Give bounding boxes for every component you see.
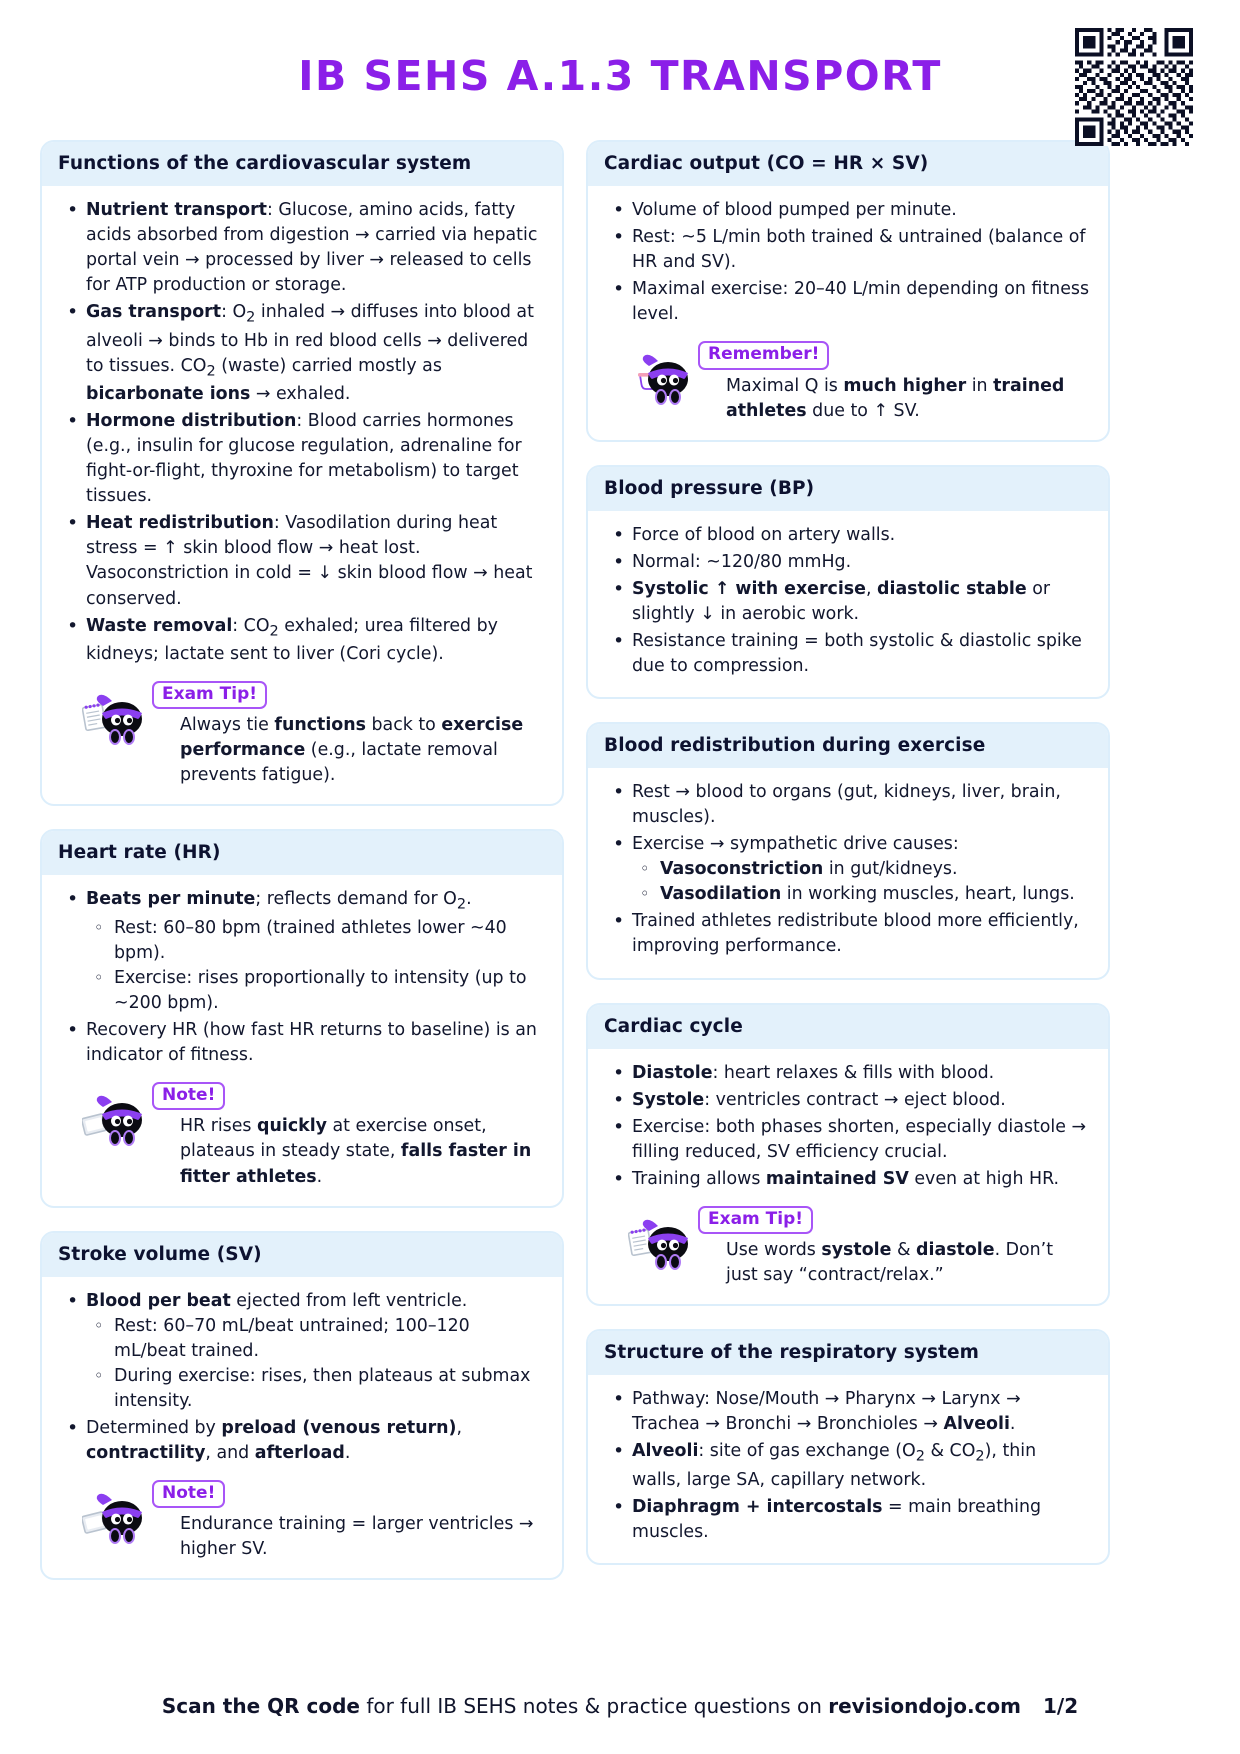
ninja-laptop-icon bbox=[82, 1488, 148, 1548]
bullet-list bbox=[606, 1061, 1090, 1192]
bullet-item: • Waste removal: $CO_2$ exhaled; urea filtered by kidneys; lactate sent to liver (Cori cycle). bbox=[86, 614, 544, 667]
card-functions-cardiovascular bbox=[40, 140, 564, 806]
bullet-list bbox=[606, 198, 1090, 327]
card-title: Functions of the cardiovascular system bbox=[42, 142, 562, 186]
footer bbox=[0, 1694, 1240, 1718]
sub-bullet-list bbox=[86, 1314, 544, 1414]
card-body bbox=[42, 186, 562, 804]
sub-bullet-item: ◦ Rest: 60–80 bpm (trained athletes lower ~40 bpm). bbox=[114, 916, 544, 966]
tip-box bbox=[82, 1480, 544, 1562]
page-number: 1/2 bbox=[1043, 1694, 1079, 1718]
card-body bbox=[42, 1277, 562, 1579]
right-column bbox=[586, 140, 1110, 1565]
bullet-item: • Rest: ~5 L/min both trained & untrained (balance of HR and SV). bbox=[632, 225, 1090, 275]
tip-text: Endurance training = larger ventricles → higher SV. bbox=[180, 1514, 534, 1560]
bullet-item: • Force of blood on artery walls. bbox=[632, 523, 1090, 548]
bullet-item: • Heat redistribution: Vasodilation during heat stress = ↑ skin blood flow → heat lost. Vasoconstriction in cold = ↓ skin blood flow → heat conserved. bbox=[86, 511, 544, 611]
card-stroke-volume bbox=[40, 1231, 564, 1581]
page-header bbox=[0, 0, 1240, 140]
tip-content bbox=[148, 681, 544, 788]
content-columns bbox=[0, 140, 1240, 1580]
tip-label: Note! bbox=[152, 1480, 225, 1508]
bullet-item: • Resistance training = both systolic & diastolic spike due to compression. bbox=[632, 629, 1090, 679]
bullet-list bbox=[606, 523, 1090, 679]
tip-box bbox=[82, 681, 544, 788]
sub-bullet-item: ◦ Vasodilation in working muscles, heart, lungs. bbox=[660, 882, 1090, 907]
tip-box bbox=[82, 1082, 544, 1189]
footer-bold-lead: Scan the QR code bbox=[161, 1694, 360, 1718]
bullet-item: • Blood per beat ejected from left ventricle. ◦ Rest: 60–70 mL/beat untrained; 100–120 mL/beat trained. ◦ During exercise: rises, then plateaus at submax intensity. bbox=[86, 1289, 544, 1414]
card-blood-pressure bbox=[586, 465, 1110, 699]
bullet-item: • Gas transport: $O_2$ inhaled → diffuses into blood at alveoli → binds to Hb in red blood cells → delivered to tissues. $CO_2$ (waste) carried mostly as bicarbonate ions → exhaled. bbox=[86, 300, 544, 407]
sub-bullet-item: ◦ Rest: 60–70 mL/beat untrained; 100–120 mL/beat trained. bbox=[114, 1314, 544, 1364]
card-body bbox=[588, 186, 1108, 440]
bullet-item: • Recovery HR (how fast HR returns to baseline) is an indicator of fitness. bbox=[86, 1018, 544, 1068]
ninja-notepad-icon bbox=[82, 689, 148, 749]
card-body bbox=[588, 1049, 1108, 1305]
card-cardiac-cycle bbox=[586, 1003, 1110, 1307]
bullet-item: • Diastole: heart relaxes & fills with blood. bbox=[632, 1061, 1090, 1086]
bullet-list bbox=[60, 198, 544, 667]
tip-text: Maximal Q is much higher in trained athletes due to ↑ SV. bbox=[726, 375, 1065, 421]
card-title: Heart rate (HR) bbox=[42, 831, 562, 875]
card-respiratory-structure bbox=[586, 1329, 1110, 1565]
card-title: Cardiac output (CO = HR × SV) bbox=[588, 142, 1108, 186]
ninja-laptop-icon bbox=[82, 1090, 148, 1150]
tip-label: Note! bbox=[152, 1082, 225, 1110]
bullet-item: • Diaphragm + intercostals = main breathing muscles. bbox=[632, 1495, 1090, 1545]
tip-label: Exam Tip! bbox=[698, 1206, 813, 1234]
card-body bbox=[588, 768, 1108, 977]
bullet-item: • Hormone distribution: Blood carries hormones (e.g., insulin for glucose regulation, adrenaline for fight-or-flight, thyroxine for metabolism) to target tissues. bbox=[86, 409, 544, 509]
card-body bbox=[588, 511, 1108, 697]
bullet-item: • Trained athletes redistribute blood more efficiently, improving performance. bbox=[632, 909, 1090, 959]
footer-rest: for full IB SEHS notes & practice questions on bbox=[359, 1694, 829, 1718]
card-heart-rate bbox=[40, 829, 564, 1207]
card-body bbox=[588, 1375, 1108, 1563]
card-cardiac-output bbox=[586, 140, 1110, 442]
bullet-item: • Normal: ~120/80 mmHg. bbox=[632, 550, 1090, 575]
sub-bullet-list bbox=[86, 916, 544, 1016]
ninja-coffee-icon bbox=[628, 349, 694, 409]
tip-content bbox=[694, 341, 1090, 423]
card-title: Structure of the respiratory system bbox=[588, 1331, 1108, 1375]
tip-box bbox=[628, 1206, 1090, 1288]
card-blood-redistribution bbox=[586, 722, 1110, 979]
bullet-item: • Exercise: both phases shorten, especially diastole → filling reduced, SV efficiency crucial. bbox=[632, 1115, 1090, 1165]
tip-box bbox=[628, 341, 1090, 423]
bullet-item: • Systolic ↑ with exercise, diastolic stable or slightly ↓ in aerobic work. bbox=[632, 577, 1090, 627]
bullet-item: • Exercise → sympathetic drive causes: ◦ Vasoconstriction in gut/kidneys. ◦ Vasodilation in working muscles, heart, lungs. bbox=[632, 832, 1090, 907]
tip-text: HR rises quickly at exercise onset, plateaus in steady state, falls faster in fitter athletes. bbox=[180, 1116, 532, 1187]
bullet-item: • Beats per minute; reflects demand for $O_2$. ◦ Rest: 60–80 bpm (trained athletes lower ~40 bpm). ◦ Exercise: rises proportionally to intensity (up to ~200 bpm). bbox=[86, 887, 544, 1016]
qr-code[interactable] bbox=[1075, 28, 1193, 146]
tip-text: Use words systole & diastole. Don’t just say “contract/relax.” bbox=[726, 1240, 1054, 1286]
footer-site-link[interactable]: revisiondojo.com bbox=[828, 1694, 1021, 1718]
tip-text: Always tie functions back to exercise performance (e.g., lactate removal prevents fatigue). bbox=[180, 715, 524, 786]
bullet-item: • Systole: ventricles contract → eject blood. bbox=[632, 1088, 1090, 1113]
bullet-item: • Rest → blood to organs (gut, kidneys, liver, brain, muscles). bbox=[632, 780, 1090, 830]
card-title: Blood redistribution during exercise bbox=[588, 724, 1108, 768]
card-title: Blood pressure (BP) bbox=[588, 467, 1108, 511]
tip-label: Exam Tip! bbox=[152, 681, 267, 709]
bullet-item: • Nutrient transport: Glucose, amino acids, fatty acids absorbed from digestion → carried via hepatic portal vein → processed by liver → released to cells for ATP production or storage. bbox=[86, 198, 544, 298]
tip-label: Remember! bbox=[698, 341, 829, 369]
left-column bbox=[40, 140, 564, 1580]
bullet-list bbox=[606, 780, 1090, 959]
card-title: Cardiac cycle bbox=[588, 1005, 1108, 1049]
bullet-item: • Volume of blood pumped per minute. bbox=[632, 198, 1090, 223]
tip-content bbox=[694, 1206, 1090, 1288]
bullet-list bbox=[606, 1387, 1090, 1545]
card-title: Stroke volume (SV) bbox=[42, 1233, 562, 1277]
bullet-list bbox=[60, 887, 544, 1068]
card-body bbox=[42, 875, 562, 1205]
tip-content bbox=[148, 1480, 544, 1562]
sub-bullet-list bbox=[632, 857, 1090, 907]
bullet-item: • Alveoli: site of gas exchange ($O_2$ & $CO_2$), thin walls, large SA, capillary network. bbox=[632, 1439, 1090, 1492]
sub-bullet-item: ◦ During exercise: rises, then plateaus at submax intensity. bbox=[114, 1364, 544, 1414]
bullet-list bbox=[60, 1289, 544, 1466]
sub-bullet-item: ◦ Exercise: rises proportionally to intensity (up to ~200 bpm). bbox=[114, 966, 544, 1016]
page-title: IB SEHS A.1.3 TRANSPORT bbox=[298, 52, 942, 100]
bullet-item: • Maximal exercise: 20–40 L/min depending on fitness level. bbox=[632, 277, 1090, 327]
tip-content bbox=[148, 1082, 544, 1189]
bullet-item: • Determined by preload (venous return), contractility, and afterload. bbox=[86, 1416, 544, 1466]
sub-bullet-item: ◦ Vasoconstriction in gut/kidneys. bbox=[660, 857, 1090, 882]
ninja-notepad-icon bbox=[628, 1214, 694, 1274]
bullet-item: • Pathway: Nose/Mouth → Pharynx → Larynx → Trachea → Bronchi → Bronchioles → Alveoli. bbox=[632, 1387, 1090, 1437]
bullet-item: • Training allows maintained SV even at high HR. bbox=[632, 1167, 1090, 1192]
